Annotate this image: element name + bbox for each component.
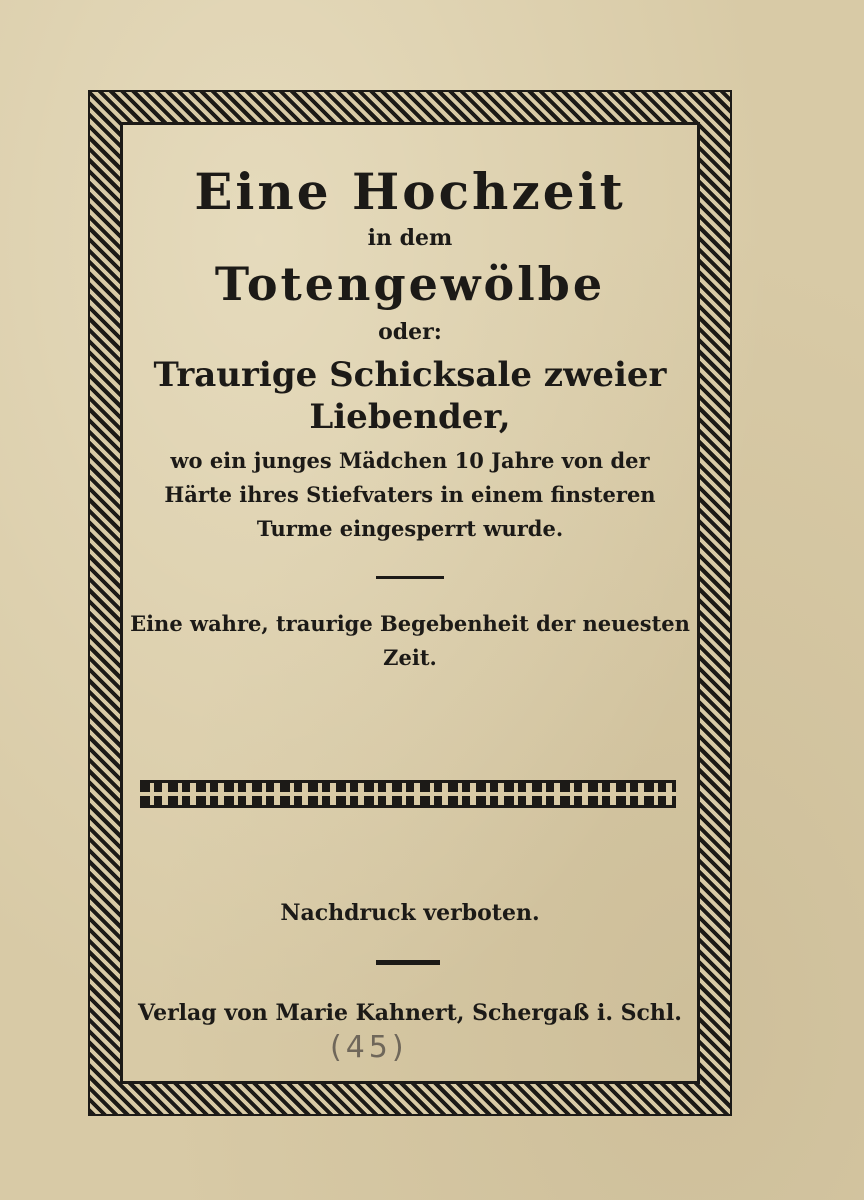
title-block	[130, 150, 690, 675]
divider-rule	[376, 576, 444, 579]
tagline-line-1: Eine wahre, traurige Begebenheit der neuesten	[130, 611, 690, 636]
title-connector: in dem	[367, 225, 453, 251]
description-line-2: Härte ihres Stiefvaters in einem finsteren	[164, 482, 656, 507]
subtitle-line-1: Traurige Schicksale zweier	[153, 355, 667, 395]
handwritten-pencil-note: (45)	[330, 1030, 408, 1065]
description-line-3: Turme eingesperrt wurde.	[256, 516, 564, 541]
or-word: oder:	[378, 319, 442, 345]
ornamental-band	[140, 780, 676, 808]
tagline-line-2: Zeit.	[383, 645, 437, 670]
subtitle-line-2: Liebender,	[309, 397, 511, 437]
reprint-notice: Nachdruck verboten.	[280, 900, 540, 926]
publisher-line: Verlag von Marie Kahnert, Schergaß i. Schl.	[138, 1000, 682, 1026]
description-line-1: wo ein junges Mädchen 10 Jahre von der	[170, 448, 650, 473]
title-line-1: Eine Hochzeit	[194, 162, 626, 221]
title-line-2: Totengewölbe	[214, 257, 606, 311]
divider-rule-small	[376, 960, 440, 965]
